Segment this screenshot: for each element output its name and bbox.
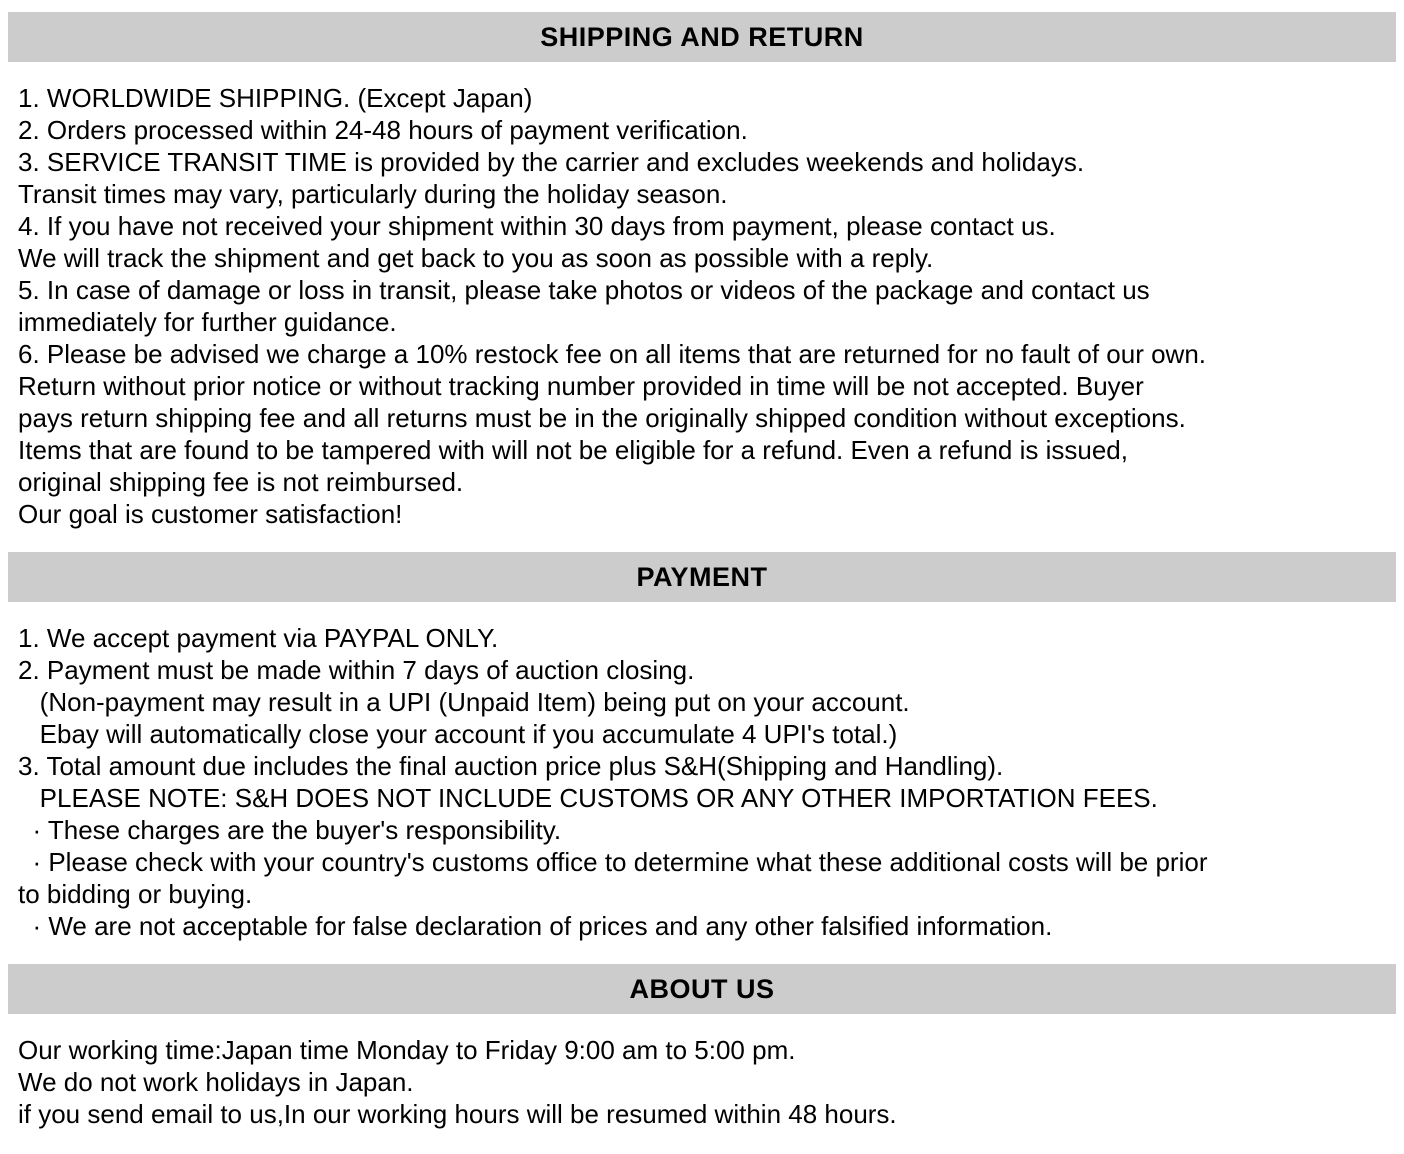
text-line: immediately for further guidance.	[18, 307, 397, 337]
text-line: · Please check with your country's customs office to determine what these additional costs will be prior	[18, 847, 1208, 877]
section-title-shipping-and-return: SHIPPING AND RETURN	[8, 12, 1396, 62]
section-payment	[0, 552, 1404, 964]
text-line: Our goal is customer satisfaction!	[18, 499, 403, 529]
section-text-about-us	[0, 1014, 1404, 1152]
text-line: 6. Please be advised we charge a 10% restock fee on all items that are returned for no fault of our own.	[18, 339, 1207, 369]
text-line: 3. SERVICE TRANSIT TIME is provided by the carrier and excludes weekends and holidays.	[18, 147, 1085, 177]
text-line: We will track the shipment and get back to you as soon as possible with a reply.	[18, 243, 934, 273]
text-line: PLEASE NOTE: S&H DOES NOT INCLUDE CUSTOMS OR ANY OTHER IMPORTATION FEES.	[18, 783, 1158, 813]
section-text-payment	[0, 602, 1404, 964]
text-line: Return without prior notice or without tracking number provided in time will be not accepted. Buyer	[18, 371, 1144, 401]
section-about-us	[0, 964, 1404, 1152]
text-line: Ebay will automatically close your account if you accumulate 4 UPI's total.)	[18, 719, 898, 749]
section-shipping-and-return	[0, 12, 1404, 552]
text-line: to bidding or buying.	[18, 879, 253, 909]
text-line: 4. If you have not received your shipment within 30 days from payment, please contact us.	[18, 211, 1056, 241]
text-line: if you send email to us,In our working hours will be resumed within 48 hours.	[18, 1099, 897, 1129]
text-line: 2. Payment must be made within 7 days of auction closing.	[18, 655, 695, 685]
text-line: (Non-payment may result in a UPI (Unpaid Item) being put on your account.	[18, 687, 910, 717]
section-title-about-us: ABOUT US	[8, 964, 1396, 1014]
text-line: 1. We accept payment via PAYPAL ONLY.	[18, 623, 499, 653]
text-line: original shipping fee is not reimbursed.	[18, 467, 464, 497]
text-line: Our working time:Japan time Monday to Friday 9:00 am to 5:00 pm.	[18, 1035, 796, 1065]
text-line: 1. WORLDWIDE SHIPPING. (Except Japan)	[18, 83, 533, 113]
text-line: · We are not acceptable for false declaration of prices and any other falsified information.	[18, 911, 1053, 941]
text-line: We do not work holidays in Japan.	[18, 1067, 414, 1097]
text-line: pays return shipping fee and all returns must be in the originally shipped condition without exceptions.	[18, 403, 1186, 433]
text-line: 5. In case of damage or loss in transit, please take photos or videos of the package and contact us	[18, 275, 1150, 305]
text-line: Items that are found to be tampered with will not be eligible for a refund. Even a refund is issued,	[18, 435, 1128, 465]
text-line: Transit times may vary, particularly during the holiday season.	[18, 179, 728, 209]
text-line: 2. Orders processed within 24-48 hours of payment verification.	[18, 115, 748, 145]
text-line: 3. Total amount due includes the final auction price plus S&H(Shipping and Handling).	[18, 751, 1004, 781]
text-line: · These charges are the buyer's responsibility.	[18, 815, 562, 845]
section-text-shipping-and-return	[0, 62, 1404, 552]
section-title-payment: PAYMENT	[8, 552, 1396, 602]
